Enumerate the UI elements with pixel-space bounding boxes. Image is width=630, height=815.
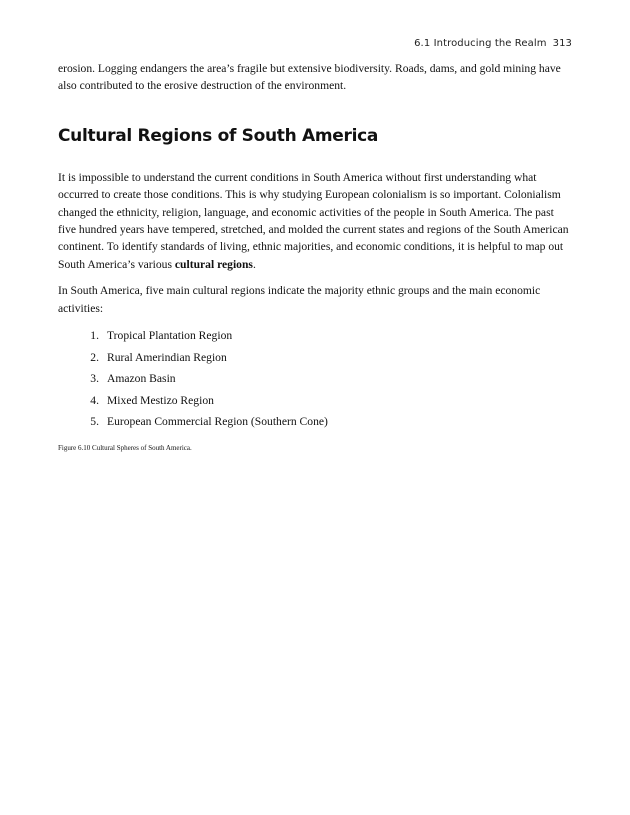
colonialism-paragraph xyxy=(58,169,574,273)
list-item-number: 5. xyxy=(90,415,99,429)
list-item xyxy=(58,370,574,392)
cultural-regions-list xyxy=(58,327,574,435)
list-item xyxy=(58,392,574,414)
figure-caption: Figure 6.10 Cultural Spheres of South America. xyxy=(58,444,192,453)
list-item-number: 4. xyxy=(90,393,99,407)
section-heading: Cultural Regions of South America xyxy=(58,125,379,146)
list-item xyxy=(58,349,574,371)
page-header xyxy=(414,38,572,49)
list-item-label: Rural Amerindian Region xyxy=(107,350,227,364)
cultural-regions-term: cultural regions xyxy=(174,257,253,271)
list-item-number: 1. xyxy=(90,329,99,343)
page-number: 313 xyxy=(552,38,572,49)
list-item xyxy=(58,413,574,435)
regions-intro-paragraph: In South America, five main cultural regions indicate the majority ethnic groups and the main economic activities: xyxy=(58,284,541,315)
continued-paragraph: erosion. Logging endangers the area’s fragile but extensive biodiversity. Roads, dams, and gold mining have also contributed to the erosive destruction of the environment. xyxy=(58,62,561,93)
page-content xyxy=(58,60,574,453)
colonialism-paragraph-text: It is impossible to understand the current conditions in South America without first understanding what occurred to create those conditions. This is why studying European colonialism is so important. Colonialism changed the ethnicity, religion, language, and economic activities of the people in South America. The past five hundred years have tempered, stretched, and molded the current states and regions of the South American continent. To identify standards of living, ethnic majorities, and economic conditions, it is helpful to map out South America’s various xyxy=(58,170,569,271)
list-item-label: Tropical Plantation Region xyxy=(107,329,233,343)
running-section-title: 6.1 Introducing the Realm xyxy=(414,38,547,49)
colonialism-paragraph-end: . xyxy=(252,257,256,271)
list-item-label: European Commercial Region (Southern Cone) xyxy=(107,415,328,429)
list-item-label: Mixed Mestizo Region xyxy=(107,393,214,407)
list-item-number: 3. xyxy=(90,372,99,386)
list-item xyxy=(58,327,574,349)
list-item-label: Amazon Basin xyxy=(107,372,176,386)
list-item-number: 2. xyxy=(90,350,99,364)
